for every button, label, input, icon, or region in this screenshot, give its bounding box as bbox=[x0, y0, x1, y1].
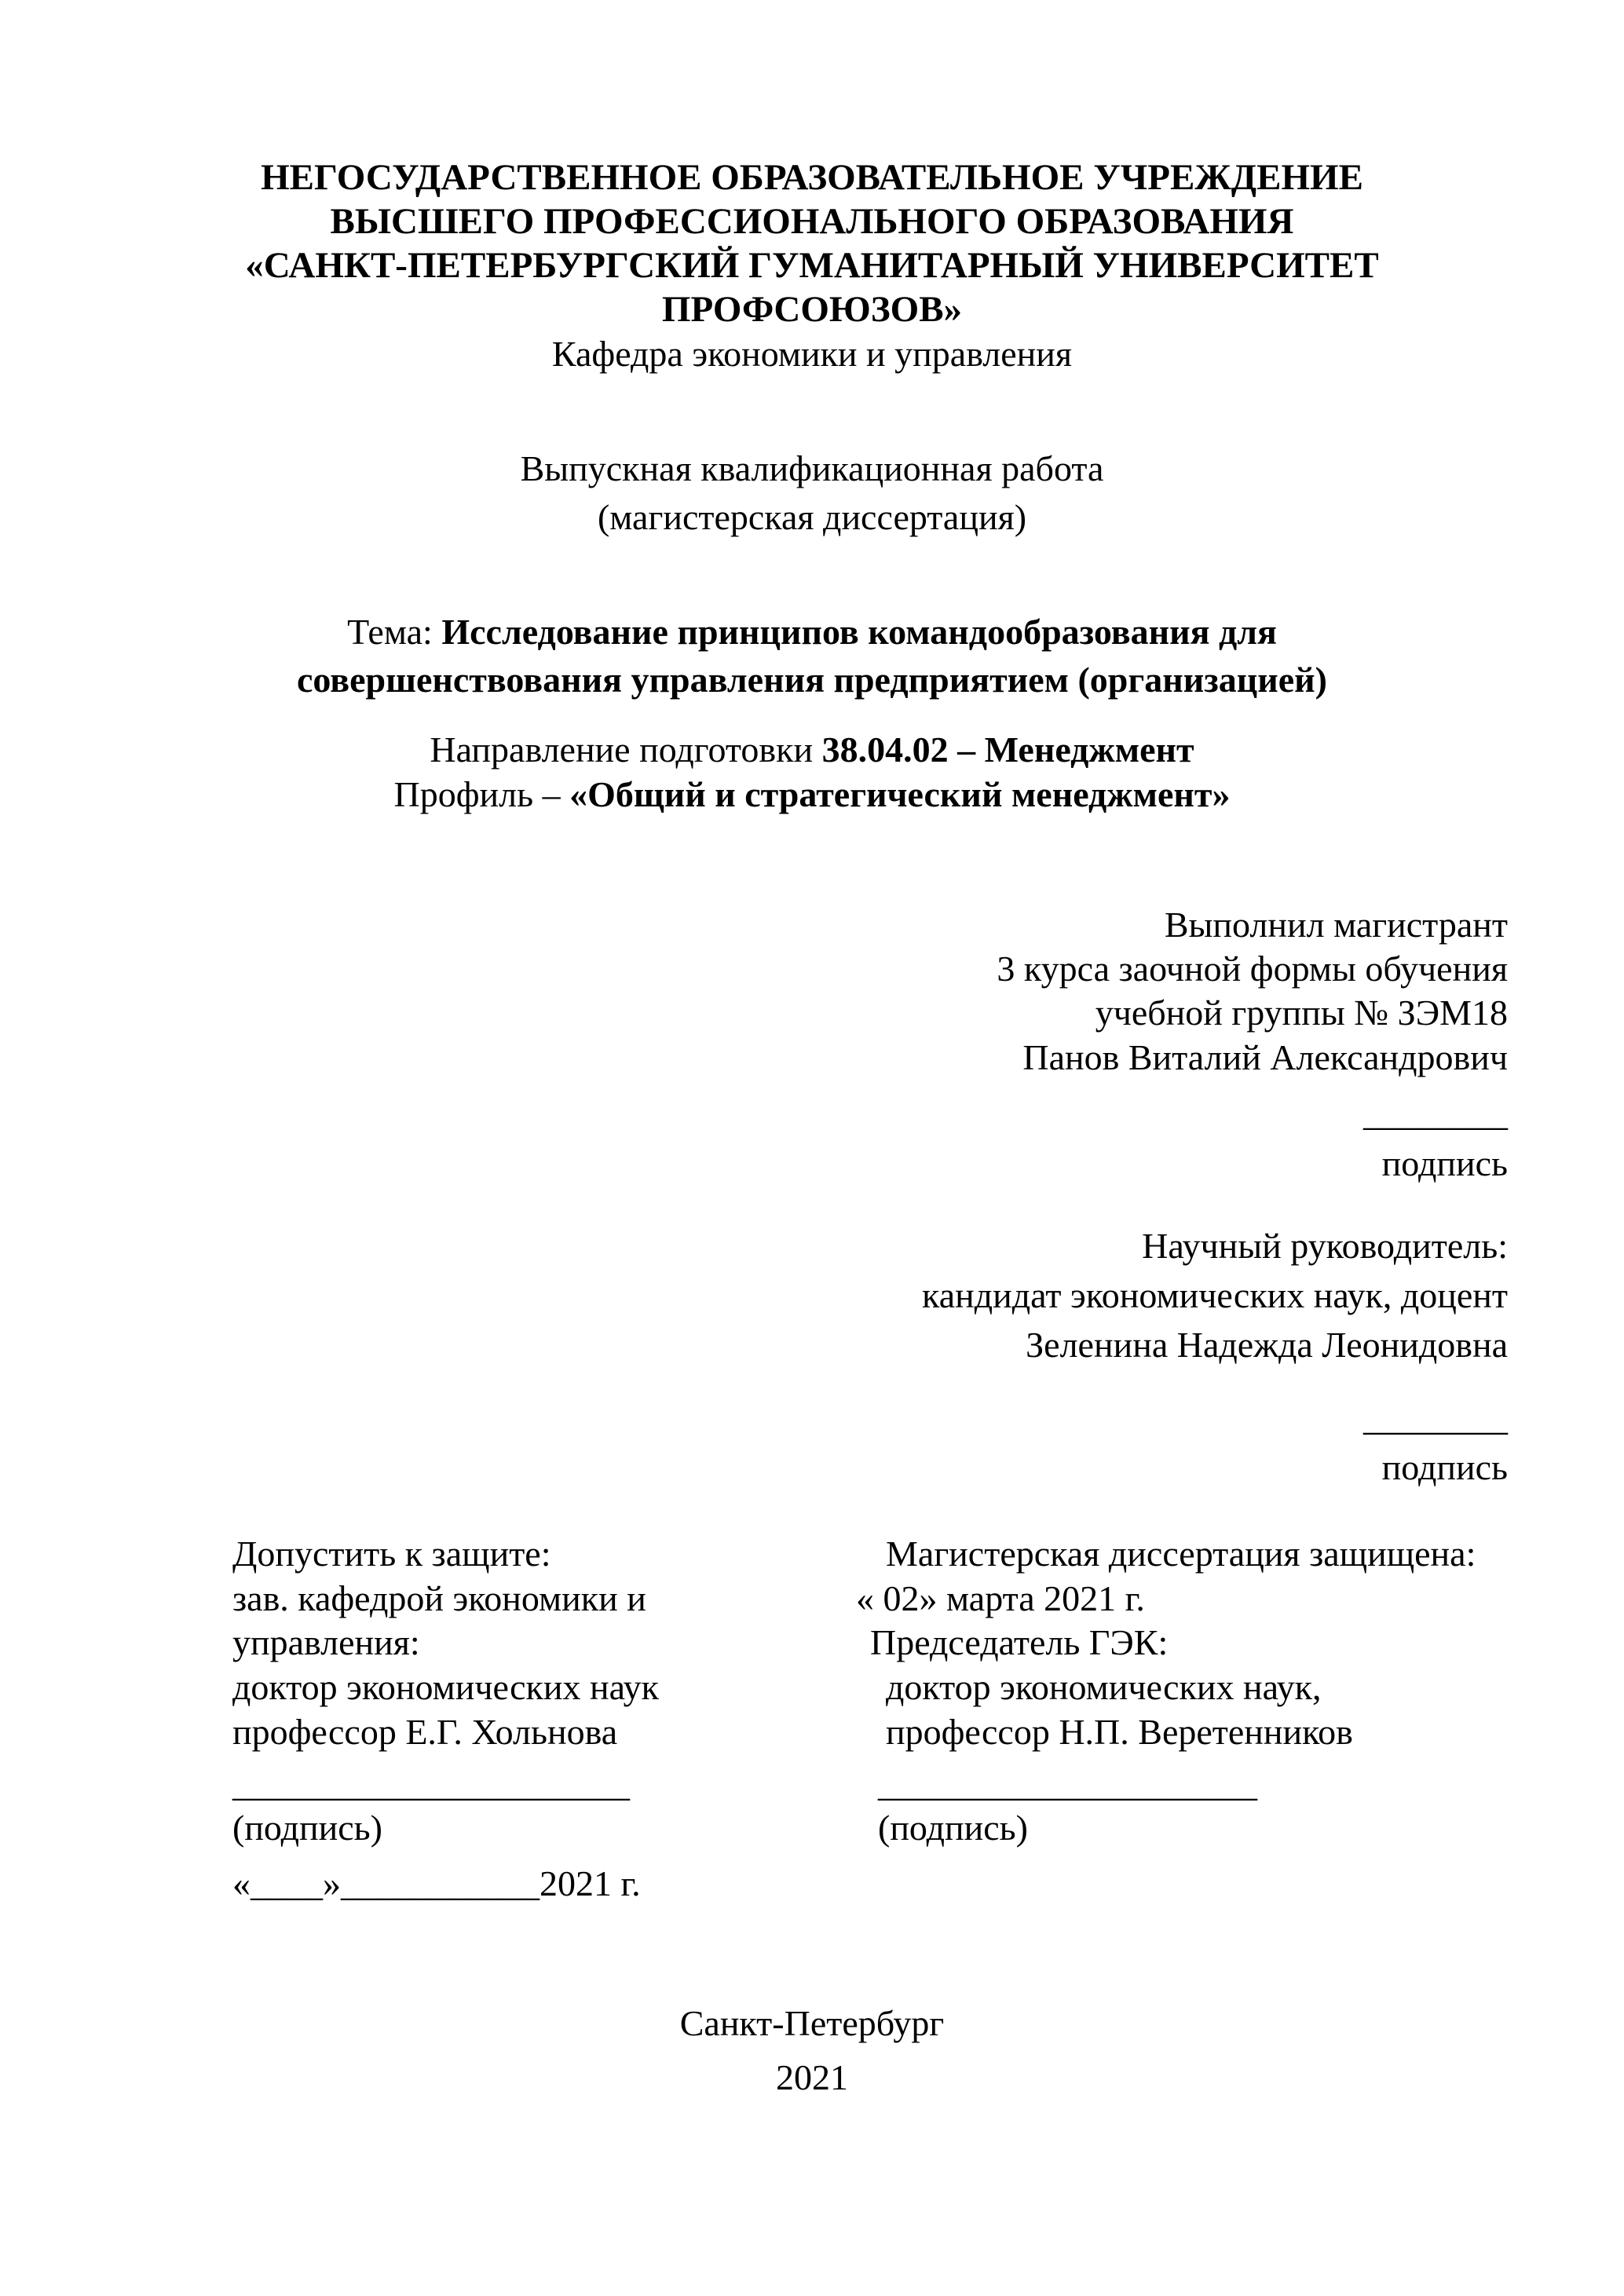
author-line-1: Выполнил магистрант bbox=[1164, 905, 1508, 945]
admission-line-5: профессор Е.Г. Хольнова bbox=[232, 1712, 618, 1752]
admission-signature-line: ______________________ bbox=[232, 1764, 630, 1804]
author-name: Панов Виталий Александрович bbox=[1022, 1037, 1508, 1077]
defense-signature-label: (подпись) bbox=[878, 1808, 1028, 1848]
admission-line-4: доктор экономических наук bbox=[232, 1667, 659, 1707]
admission-line-1: Допустить к защите: bbox=[232, 1534, 551, 1574]
supervisor-signature-label: подпись bbox=[1381, 1447, 1508, 1487]
author-signature-label: подпись bbox=[1381, 1143, 1508, 1183]
topic-title-part1: Исследование принципов командообразования для bbox=[441, 612, 1277, 652]
defense-line-1: Магистерская диссертация защищена: bbox=[886, 1534, 1476, 1574]
profile-value: «Общий и стратегический менеджмент» bbox=[569, 774, 1231, 814]
supervisor-line-1: Научный руководитель: bbox=[1142, 1226, 1508, 1266]
defense-line-3: Председатель ГЭК: bbox=[870, 1622, 1169, 1662]
defense-line-5: профессор Н.П. Веретенников bbox=[886, 1712, 1353, 1752]
work-subtype: (магистерская диссертация) bbox=[597, 497, 1027, 537]
defense-signature-line: _____________________ bbox=[878, 1764, 1257, 1804]
profile-line bbox=[0, 774, 1624, 815]
footer-year: 2021 bbox=[776, 2057, 848, 2097]
direction-label: Направление подготовки bbox=[430, 729, 822, 770]
header-line-3: «САНКТ-ПЕТЕРБУРГСКИЙ ГУМАНИТАРНЫЙ УНИВЕРСИТЕТ bbox=[245, 245, 1379, 286]
admission-line-3: управления: bbox=[232, 1622, 420, 1662]
topic-label: Тема: bbox=[347, 612, 442, 652]
admission-signature-label: (подпись) bbox=[232, 1808, 382, 1848]
direction-value: 38.04.02 – Менеджмент bbox=[821, 729, 1194, 770]
header-line-1: НЕГОСУДАРСТВЕННОЕ ОБРАЗОВАТЕЛЬНОЕ УЧРЕЖДЕНИЕ bbox=[261, 157, 1363, 198]
header-line-4: ПРОФСОЮЗОВ» bbox=[661, 289, 963, 330]
author-line-2: 3 курса заочной формы обучения bbox=[997, 949, 1508, 989]
topic-line-1 bbox=[0, 612, 1624, 653]
department-name: Кафедра экономики и управления bbox=[551, 334, 1073, 374]
admission-date-line: «____»___________2021 г. bbox=[232, 1863, 641, 1903]
author-line-3: учебной группы № ЗЭМ18 bbox=[1095, 993, 1508, 1033]
footer-city: Санкт-Петербург bbox=[679, 2003, 945, 2043]
supervisor-line-2: кандидат экономических наук, доцент bbox=[922, 1275, 1508, 1315]
supervisor-signature-line: ________ bbox=[1363, 1398, 1508, 1438]
supervisor-name: Зеленина Надежда Леонидовна bbox=[1026, 1325, 1508, 1365]
defense-date: « 02» марта 2021 г. bbox=[856, 1578, 1145, 1618]
header-line-2: ВЫСШЕГО ПРОФЕССИОНАЛЬНОГО ОБРАЗОВАНИЯ bbox=[330, 201, 1294, 242]
profile-label: Профиль – bbox=[393, 774, 570, 814]
defense-line-4: доктор экономических наук, bbox=[886, 1667, 1322, 1707]
author-signature-line: ________ bbox=[1363, 1093, 1508, 1133]
topic-title-part2: совершенствования управления предприятием (организацией) bbox=[297, 660, 1327, 700]
work-type: Выпускная квалификационная работа bbox=[520, 448, 1104, 488]
admission-line-2: зав. кафедрой экономики и bbox=[232, 1578, 646, 1618]
direction-line bbox=[0, 729, 1624, 770]
